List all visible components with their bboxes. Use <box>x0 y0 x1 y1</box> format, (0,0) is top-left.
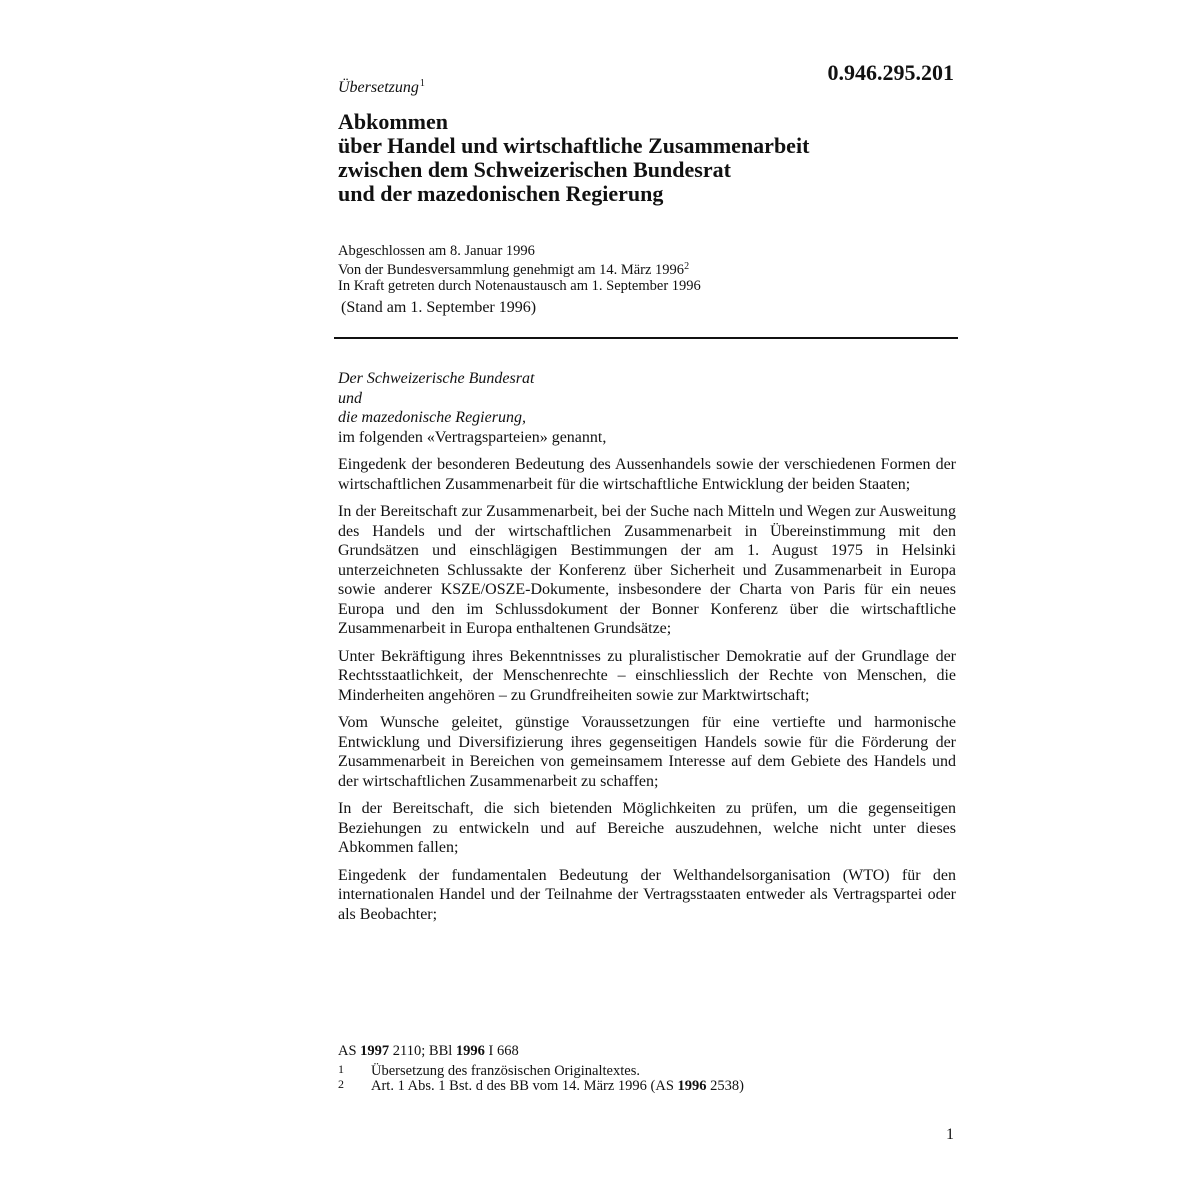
source-as-page: 2110; BBl <box>389 1043 456 1059</box>
party-conjunction: und <box>338 389 362 407</box>
party-1: Der Schweizerische Bundesrat <box>338 370 535 387</box>
party-2: die mazedonische Regierung, <box>338 409 526 426</box>
title-line: zwischen dem Schweizerischen Bundesrat <box>338 157 731 182</box>
title-line: und der mazedonischen Regierung <box>338 181 664 206</box>
footnote-text-before: Art. 1 Abs. 1 Bst. d des BB vom 14. März 1996 (AS <box>371 1078 678 1094</box>
preamble-paragraph: Eingedenk der fundamentalen Bedeutung der Welthandelsorganisation (WTO) für den internationalen Handel und der Teilnahme der Vertragsstaaten entweder als Vertragspartei oder als Beobachter; <box>338 866 956 923</box>
preamble-paragraph: Unter Bekräftigung ihres Bekenntnisses zu pluralistischer Demokratie auf der Grundlage der Rechtsstaatlichkeit, der Menschenrechte – einschliesslich der Rechte von Menschen, die Minderheiten angehören – zu Grundfreiheiten sowie zur Marktwirtschaft; <box>338 647 956 704</box>
footnote-text <box>371 1079 744 1094</box>
footnote-number: 1 <box>338 1062 344 1076</box>
source-bbl-year: 1996 <box>455 1043 485 1059</box>
source-as-year: 1997 <box>360 1043 390 1059</box>
source-as-prefix: AS <box>338 1043 361 1059</box>
footnote-ref-1[interactable]: 1 <box>419 78 425 89</box>
status-date: (Stand am 1. September 1996) <box>341 299 537 316</box>
approval-date <box>338 259 958 278</box>
document-title <box>338 110 958 206</box>
concluded-date: Abgeschlossen am 8. Januar 1996 <box>338 243 535 259</box>
footnotes <box>338 1043 958 1094</box>
document-metadata <box>338 243 958 294</box>
preamble-paragraph: In der Bereitschaft, die sich bietenden Möglichkeiten zu prüfen, um die gegenseitigen Beziehungen zu entwickeln und auf Bereiche auszudehnen, welche nicht unter dieses Abkommen fallen; <box>338 800 956 856</box>
footnote-text-after: 2538) <box>706 1078 744 1094</box>
footnote-number: 2 <box>338 1077 344 1091</box>
document-number: 0.946.295.201 <box>827 60 954 85</box>
title-line: Abkommen <box>338 109 449 134</box>
translation-label <box>338 74 425 98</box>
footnote-text: Übersetzung des französischen Originaltextes. <box>371 1063 640 1079</box>
preamble-paragraph: Vom Wunsche geleitet, günstige Voraussetzungen für eine vertiefte und harmonische Entwicklung und Diversifizierung ihres gegenseitigen Handels sowie für die Förderung der Zusammenarbeit in Bereichen von gemeinsamem Interesse auf dem Gebiete des Handels und der wirtschaftlichen Zusammenarbeit zu schaffen; <box>338 714 956 790</box>
footnote-1 <box>338 1064 958 1079</box>
contracting-parties <box>338 369 956 447</box>
footnote-ref-2[interactable]: 2 <box>684 261 690 272</box>
page-number: 1 <box>946 1126 954 1143</box>
in-force-date: In Kraft getreten durch Notenaustausch am 1. September 1996 <box>338 278 701 294</box>
source-bbl-rest: I 668 <box>484 1043 519 1059</box>
preamble <box>338 369 956 932</box>
translation-label-text: Übersetzung <box>338 79 419 96</box>
approval-date-text: Von der Bundesversammlung genehmigt am 14. März 1996 <box>338 262 685 278</box>
source-reference <box>338 1043 958 1059</box>
footnote-year: 1996 <box>677 1078 707 1094</box>
party-designation: im folgenden «Vertragsparteien» genannt, <box>338 428 607 446</box>
title-line: über Handel und wirtschaftliche Zusammenarbeit <box>338 133 810 158</box>
preamble-paragraph: Eingedenk der besonderen Bedeutung des Aussenhandels sowie der verschiedenen Formen der wirtschaftlichen Zusammenarbeit für die wirtschaftliche Entwicklung der beiden Staaten; <box>338 456 956 493</box>
footnote-2 <box>338 1079 958 1094</box>
header-divider <box>334 337 958 339</box>
preamble-paragraph: In der Bereitschaft zur Zusammenarbeit, bei der Suche nach Mitteln und Wegen zur Ausweitung des Handels und der wirtschaftlichen Zusammenarbeit in Übereinstimmung mit den Grundsätzen und einschlägigen Bestimmungen der am 1. August 1975 in Helsinki unterzeichneten Schlussakte der Konferenz über Sicherheit und Zusammenarbeit in Europa sowie anderer KSZE/OSZE-Dokumente, insbesondere der Charta von Paris für ein neues Europa und den im Schlussdokument der Bonner Konferenz über die wirtschaftliche Zusammenarbeit in Europa enthaltenen Grundsätze; <box>338 503 956 637</box>
